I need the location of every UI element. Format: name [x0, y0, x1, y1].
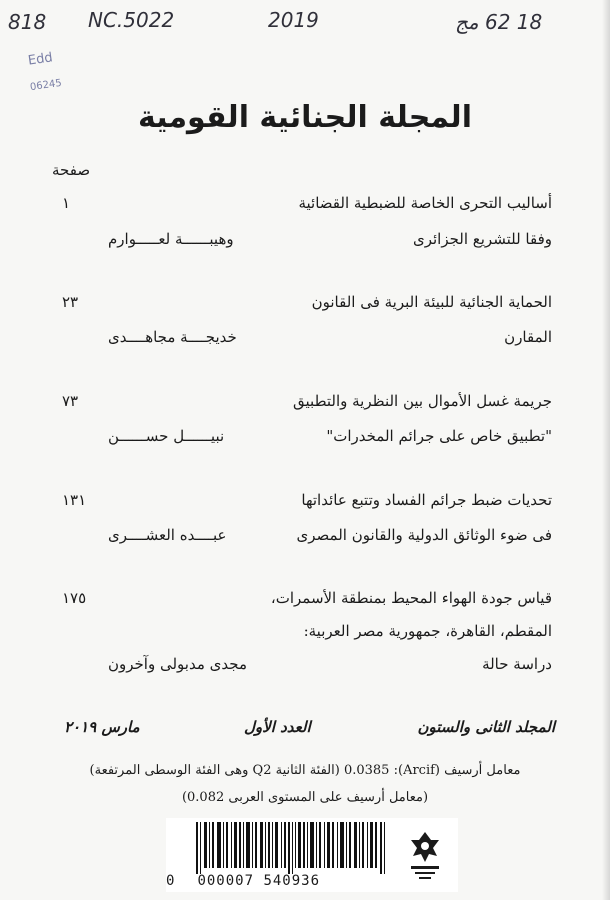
barcode-lead-digit: 0	[166, 873, 176, 889]
page-column-label: صفحة	[52, 161, 91, 179]
article-3-title-line-1: جريمة غسل الأموال بين النظرية والتطبيق	[293, 392, 552, 410]
issue-label: العدد الأول	[244, 718, 311, 736]
journal-title: المجلة الجنائية القومية	[138, 100, 472, 135]
article-2-page: ٢٣	[62, 293, 79, 311]
article-4-page: ١٣١	[62, 491, 87, 509]
handwritten-year-note: 2019	[268, 8, 319, 32]
article-1-title-line-2: وفقا للتشريع الجزائرى	[412, 230, 552, 248]
article-3-title-line-2: "تطبيق خاص على جرائم المخدرات"	[326, 427, 552, 445]
article-4-author: عبــــده العشــــرى	[108, 526, 227, 544]
publisher-logo-icon	[407, 826, 443, 884]
handwritten-call-number: NC.5022	[88, 8, 175, 32]
article-2-title-line-2: المقارن	[504, 328, 552, 346]
article-4-title-line-2: فى ضوء الوثائق الدولية والقانون المصرى	[296, 526, 552, 544]
arcif-line-2: (معامل أرسيف على المستوى العربى 0.082)	[181, 790, 429, 805]
article-3-page: ٧٣	[62, 392, 79, 410]
article-5-title-line-1: قياس جودة الهواء المحيط بمنطقة الأسمرات،	[270, 589, 552, 607]
article-5-author: مجدى مدبولى وآخرون	[108, 655, 247, 673]
handwritten-top-left-number: 818	[8, 10, 47, 34]
article-5-title-line-3: دراسة حالة	[482, 655, 552, 673]
article-1-author: وهيبــــــة لعـــــوارم	[108, 230, 234, 248]
article-5-title-line-2: المقطم، القاهرة، جمهورية مصر العربية:	[303, 622, 552, 640]
page-edge-shadow	[602, 0, 610, 900]
handwritten-date-note: 18 62 مج	[455, 10, 543, 34]
stamp-mark-line1: Edd	[27, 50, 54, 69]
article-2-title-line-1: الحماية الجنائية للبيئة البرية فى القانون	[311, 293, 552, 311]
article-4-title-line-1: تحديات ضبط جرائم الفساد وتتبع عائداتها	[301, 491, 552, 509]
article-2-author: خديجــــة مجاهــــدى	[108, 328, 237, 346]
arcif-line-1: معامل أرسيف (Arcif): 0.0385 (الفئة الثانية Q2 وهى الفئة الوسطى المرتفعة)	[89, 763, 521, 778]
article-5-page: ١٧٥	[62, 589, 87, 607]
barcode-digits: 000007 540936	[197, 873, 321, 889]
volume-label: المجلد الثانى والستون	[417, 718, 555, 736]
stamp-mark-line2: 06245	[29, 77, 63, 94]
barcode-bars	[196, 822, 396, 874]
issue-date: مارس ٢٠١٩	[64, 718, 140, 736]
barcode-number	[166, 873, 366, 889]
article-3-author: نبيــــــل حســــــن	[108, 427, 225, 445]
article-1-page: ١	[62, 194, 71, 212]
article-1-title-line-1: أساليب التحرى الخاصة للضبطية القضائية	[298, 194, 552, 212]
